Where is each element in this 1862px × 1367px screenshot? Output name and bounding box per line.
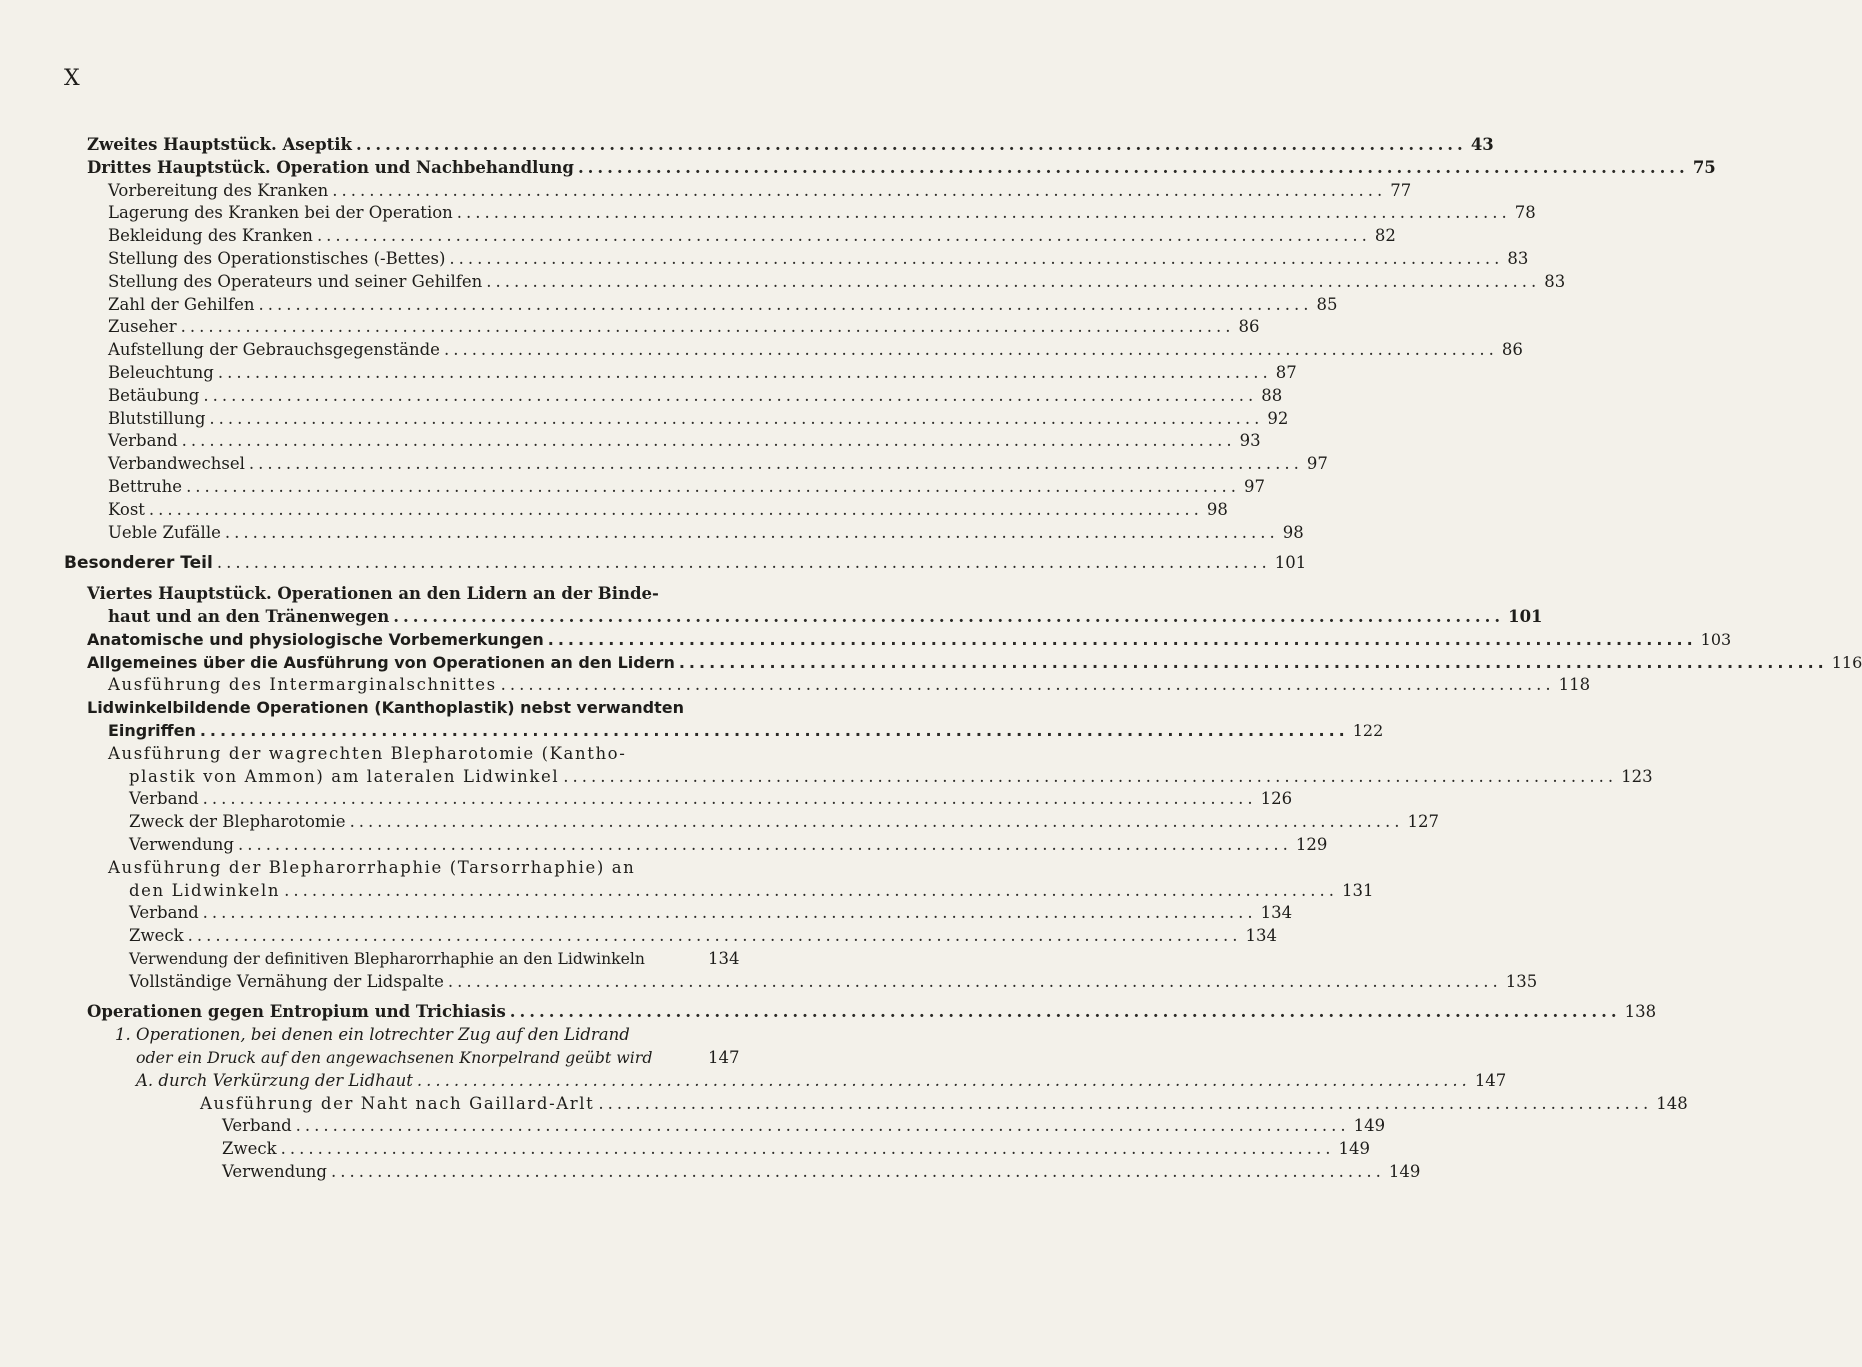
leader-dots: .................................................................................................................. <box>180 317 1235 337</box>
leader-dots: .................................................................................................................. <box>500 675 1555 695</box>
toc-entry <box>0 811 1439 834</box>
toc-entry-page: 77 <box>1390 180 1412 200</box>
toc-entry-title: Vollständige Vernähung der Lidspalte <box>129 971 444 991</box>
toc-entry-title: Verwendung <box>129 834 234 854</box>
toc-entry <box>0 1001 1657 1024</box>
toc-entry <box>0 902 1293 925</box>
toc-entry <box>0 316 1260 339</box>
toc-entry-page: 127 <box>1407 812 1439 832</box>
leader-dots: .................................................................................................................. <box>447 971 1502 991</box>
leader-dots: .................................................................................................................. <box>349 812 1404 832</box>
page-number: X <box>64 66 80 91</box>
toc-entry-title: Betäubung <box>108 385 200 405</box>
toc-entry-page: 98 <box>1206 499 1228 519</box>
leader-dots: .................................................................................................................. <box>295 1116 1350 1136</box>
toc-entry-page: 83 <box>1507 248 1529 268</box>
toc-entry <box>0 476 1265 499</box>
toc-entry-page: 138 <box>1624 1002 1657 1022</box>
leader-dots: .................................................................................................................. <box>456 203 1511 223</box>
toc-entry-page: 123 <box>1621 766 1653 786</box>
toc-entry-page: 92 <box>1267 408 1289 428</box>
leader-dots: .................................................................................................................. <box>547 629 1697 649</box>
toc-entry-title-line: 1. Operationen, bei denen ein lotrechter Zug auf den Lidrand <box>115 1025 630 1045</box>
toc-entry <box>0 271 1566 294</box>
toc-entry-title: Vorbereitung des Kranken <box>108 180 329 200</box>
toc-entry-page: 101 <box>1274 553 1307 573</box>
toc-entry-title: Ausführung der Naht nach Gaillard-Arlt <box>200 1093 595 1113</box>
toc-entry-title: Eingriffen <box>108 720 196 740</box>
toc-entry <box>0 430 1261 453</box>
leader-dots: .................................................................................................................. <box>148 499 1203 519</box>
toc-entry-title: haut und an den Tränenwegen <box>108 606 390 626</box>
toc-entry-page: 131 <box>1342 880 1374 900</box>
leader-dots: .................................................................................................................. <box>186 476 1240 496</box>
toc-entry-title: A. durch Verkürzung der Lidhaut <box>136 1070 413 1090</box>
toc-entry-title: Lagerung des Kranken bei der Operation <box>108 203 453 223</box>
toc-entry-page: 85 <box>1316 294 1338 314</box>
leader-dots: .................................................................................................................. <box>443 340 1498 360</box>
toc-entry-page: 149 <box>1353 1116 1386 1136</box>
leader-dots: .................................................................................................................. <box>280 1139 1335 1159</box>
toc-entry-title: Zahl der Gehilfen <box>108 294 255 314</box>
toc-entry-title: Drittes Hauptstück. Operation und Nachbehandlung <box>87 157 574 177</box>
toc-entry <box>0 294 1338 317</box>
toc-entry-page: 101 <box>1508 606 1543 626</box>
toc-entry <box>0 743 1653 789</box>
leader-dots: .................................................................................................................. <box>181 431 1236 451</box>
toc-entry-title: Zweck <box>129 926 184 946</box>
leader-dots: .................................................................................................................. <box>224 522 1279 542</box>
leader-dots: .................................................................................................................. <box>216 553 1271 573</box>
toc-entry <box>0 339 1523 362</box>
leader-dots: .................................................................................................................. <box>316 226 1371 246</box>
leader-dots: .................................................................................................................. <box>199 720 1349 740</box>
toc-entry-page: 126 <box>1260 789 1293 809</box>
toc-entry-page: 134 <box>1260 903 1293 923</box>
toc-entry <box>0 453 1328 476</box>
toc-entry-page: 97 <box>1243 476 1265 496</box>
toc-entry <box>0 134 1494 157</box>
leader-dots: .................................................................................................................. <box>486 271 1541 291</box>
leader-dots: .................................................................................................................. <box>248 454 1303 474</box>
toc-entry-section <box>0 552 1307 575</box>
leader-dots: .................................................................................................................. <box>393 606 1505 626</box>
toc-entry <box>0 385 1283 408</box>
toc-entry-title-line: Lidwinkelbildende Operationen (Kanthoplastik) nebst verwandten <box>87 698 685 718</box>
toc-entry-title: den Lidwinkeln <box>129 880 281 900</box>
toc-entry-page: 134 <box>1245 926 1278 946</box>
leader-dots: .................................................................................................................. <box>237 834 1292 854</box>
toc-entry-title: Zweck <box>222 1139 277 1159</box>
leader-dots: .................................................................................................................. <box>332 180 1387 200</box>
toc-entry-page: 118 <box>1558 675 1591 695</box>
leader-dots: .................................................................................................................. <box>678 652 1828 672</box>
toc-entry <box>0 248 1529 271</box>
leader-dots: .................................................................................................................. <box>187 926 1242 946</box>
toc-entry-page: 88 <box>1261 385 1283 405</box>
toc-entry-title: Anatomische und physiologische Vorbemerkungen <box>87 629 544 649</box>
toc-entry-title: oder ein Druck auf den angewachsenen Knorpelrand geübt wird <box>136 1048 653 1068</box>
toc-entry <box>0 1070 1507 1093</box>
toc-entry <box>0 157 1716 180</box>
toc-entry <box>0 1024 800 1070</box>
leader-dots: .................................................................................................................. <box>284 880 1339 900</box>
toc-entry-title: Ueble Zufälle <box>108 522 221 542</box>
toc-entry-page: 98 <box>1282 522 1304 542</box>
leader-dots: .................................................................................................................. <box>209 408 1264 428</box>
toc-entry-title: Besonderer Teil <box>64 553 213 574</box>
toc-entry-title: Ausführung des Intermarginalschnittes <box>108 675 497 695</box>
toc-entry <box>0 697 1384 743</box>
toc-entry-page: 75 <box>1692 157 1716 177</box>
toc-entry <box>0 225 1396 248</box>
toc-entry <box>0 583 1543 629</box>
toc-entry-page: 135 <box>1505 971 1538 991</box>
toc-entry-page: 83 <box>1544 271 1566 291</box>
toc-entry <box>0 180 1412 203</box>
toc-entry-title: Zuseher <box>108 317 177 337</box>
toc-entry-page: 86 <box>1238 317 1260 337</box>
leader-dots: .................................................................................................................. <box>598 1093 1653 1113</box>
leader-dots: .................................................................................................................. <box>330 1162 1385 1182</box>
toc-entry <box>0 834 1328 857</box>
toc-entry <box>0 948 800 971</box>
toc-entry <box>0 652 1862 675</box>
leader-dots: .................................................................................................................. <box>202 789 1257 809</box>
toc-entry-title: Zweites Hauptstück. Aseptik <box>87 135 352 154</box>
toc-entry <box>0 362 1297 385</box>
toc-entry-page: 43 <box>1470 135 1494 154</box>
toc-entry-page: 86 <box>1501 340 1523 360</box>
toc-entry-page: 87 <box>1275 362 1297 382</box>
toc-entry-page: 149 <box>1338 1139 1371 1159</box>
toc-entry <box>0 629 1732 652</box>
toc-entry-title-line: Viertes Hauptstück. Operationen an den Lidern an der Binde- <box>87 584 659 604</box>
toc-entry-page: 147 <box>708 1048 740 1068</box>
toc-entry <box>0 925 1278 948</box>
toc-entry-page: 116 <box>1831 652 1862 672</box>
toc-entry-page: 147 <box>1474 1070 1507 1090</box>
toc-entry-page: 149 <box>1388 1162 1421 1182</box>
toc-entry <box>0 857 1374 903</box>
toc-entry <box>0 1161 1421 1184</box>
leader-dots: .................................................................................................................. <box>203 385 1258 405</box>
toc-entry-page: 78 <box>1514 203 1536 223</box>
toc-entry-title: Zweck der Blepharotomie <box>129 812 346 832</box>
toc-entry <box>0 1138 1371 1161</box>
toc-entry-title: Verband <box>108 431 178 451</box>
toc-entry-title: Stellung des Operateurs und seiner Gehilfen <box>108 271 483 291</box>
toc-entry-page: 82 <box>1374 226 1396 246</box>
leader-dots: .................................................................................................................. <box>202 903 1257 923</box>
toc-entry-page: 148 <box>1656 1093 1688 1113</box>
toc-entry <box>0 1093 1688 1116</box>
toc-entry-title: Blutstillung <box>108 408 206 428</box>
toc-entry-title: Verband <box>222 1116 292 1136</box>
toc-entry-page: 103 <box>1700 629 1732 649</box>
leader-dots: .................................................................................................................. <box>563 766 1618 786</box>
leader-dots: .................................................................................................................. <box>258 294 1313 314</box>
toc-entry-title: Kost <box>108 499 145 519</box>
toc-entry <box>0 202 1536 225</box>
toc-entry-page: 134 <box>708 948 740 968</box>
leader-dots: .................................................................................................................. <box>416 1070 1471 1090</box>
table-of-contents <box>0 134 1862 1184</box>
toc-entry-title: Operationen gegen Entropium und Trichiasis <box>87 1002 506 1022</box>
toc-entry <box>0 408 1289 431</box>
toc-entry-page: 129 <box>1295 834 1328 854</box>
toc-entry-title: Bettruhe <box>108 476 183 496</box>
toc-entry <box>0 522 1304 545</box>
leader-dots: .................................................................................................................. <box>355 135 1467 154</box>
toc-entry-title: plastik von Ammon) am lateralen Lidwinkel <box>129 766 560 786</box>
toc-entry <box>0 1115 1386 1138</box>
toc-entry <box>0 788 1293 811</box>
leader-dots: .................................................................................................................. <box>577 157 1689 177</box>
toc-entry-page: 93 <box>1239 431 1261 451</box>
leader-dots: .................................................................................................................. <box>449 248 1504 268</box>
toc-entry-title: Stellung des Operationstisches (-Bettes) <box>108 248 446 268</box>
toc-entry-title: Verband <box>129 789 199 809</box>
leader-dots: .................................................................................................................. <box>509 1002 1621 1022</box>
toc-entry-title: Bekleidung des Kranken <box>108 226 313 246</box>
toc-entry <box>0 499 1228 522</box>
toc-entry-title-line: Ausführung der wagrechten Blepharotomie (Kantho- <box>108 743 627 763</box>
toc-entry-title: Verwendung der definitiven Blepharorrhaphie an den Lidwinkeln <box>129 949 645 968</box>
toc-entry-title: Verband <box>129 903 199 923</box>
toc-entry-title: Verwendung <box>222 1162 327 1182</box>
toc-entry-page: 122 <box>1352 720 1384 740</box>
toc-entry-title: Beleuchtung <box>108 362 214 382</box>
leader-dots: .................................................................................................................. <box>217 362 1272 382</box>
toc-entry-title-line: Ausführung der Blepharorrhaphie (Tarsorrhaphie) an <box>108 857 636 877</box>
toc-entry-title: Aufstellung der Gebrauchsgegenstände <box>108 340 440 360</box>
toc-entry <box>0 674 1591 697</box>
toc-entry <box>0 971 1538 994</box>
toc-entry-title: Allgemeines über die Ausführung von Operationen an den Lidern <box>87 652 675 672</box>
toc-entry-title: Verbandwechsel <box>108 454 245 474</box>
toc-entry-page: 97 <box>1306 454 1328 474</box>
